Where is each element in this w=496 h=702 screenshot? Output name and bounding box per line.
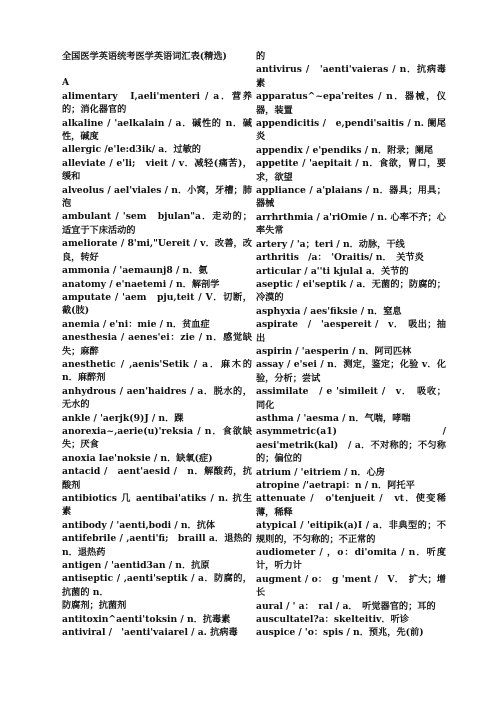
glossary-entry: antifebrile / ,aenti'fi; braill a．退热的 n．退热药 bbox=[62, 533, 252, 558]
glossary-entry: arrhrthmia / a'riOmie / n. 心率不齐；心率失常 bbox=[256, 211, 446, 237]
glossary-entry: ankle / 'aerjk(9)J / n．踝 bbox=[62, 412, 184, 424]
glossary-entry: assay / e'sei / n．测定，鉴定；化验 v．化验，分析；尝试 bbox=[256, 359, 446, 384]
glossary-entry: apparatus^~epa'reites / n．器械，仪器，装置 bbox=[256, 91, 446, 116]
left-column bbox=[62, 50, 252, 639]
glossary-entry: appliance / a'plaians / n．器具；用具；器械 bbox=[256, 185, 446, 210]
glossary-entry: 的 bbox=[256, 51, 266, 62]
glossary-entry: appetite / 'aepitait / n．食欲，胃口，要求，欲望 bbox=[256, 158, 446, 183]
glossary-entry: alleviate / e'li; vieit / v．减轻(痛苦)，缓和 bbox=[62, 157, 252, 183]
glossary-entry: alkaline / 'aelkalain / a．碱性的 n．碱性，碱度 bbox=[62, 117, 252, 143]
glossary-entry: auspice / 'o：spis / n．预兆，先(前) bbox=[256, 627, 424, 639]
right-column bbox=[256, 50, 456, 640]
glossary-entry: atropine /'aetrapi：n / n．阿托平 bbox=[256, 480, 415, 491]
glossary-entry: assimilate / e 'simileit / v． 吸收；同化 bbox=[256, 386, 446, 411]
glossary-entry: anemia / e'ni：mie / n．贫血症 bbox=[62, 318, 210, 330]
glossary-entry: anatomy / e'naetemi / n．解剖学 bbox=[62, 278, 220, 290]
glossary-entry: amputate / 'aem pju,teit / V．切断，截(肢) bbox=[62, 291, 252, 317]
glossary-entry: atypical / 'eitipik(a)I / a．非典型的；不规则的，不匀称的；不正常的 bbox=[256, 520, 446, 545]
glossary-entry: alveolus / ael'viales / n．小窝，牙槽；肺泡 bbox=[62, 184, 252, 210]
glossary-entry: anesthesia / aenes'ei：zie / n．感觉缺失；麻醉 bbox=[62, 332, 252, 357]
glossary-entry: antivirus / 'aenti'vaieras / n．抗病毒素 bbox=[256, 64, 446, 89]
glossary-entry: antiseptic / ,aenti'septik / a．防腐的，抗菌的 n． bbox=[62, 573, 252, 598]
glossary-entry: articular / a''ti kjulal a．关节的 bbox=[256, 265, 409, 277]
glossary-entry: anhydrous / aen'haidres / a．脱水的，无水的 bbox=[62, 385, 252, 411]
glossary-entry: antacid / aent'aesid / n．解酸药，抗酸剂 bbox=[62, 466, 252, 491]
glossary-entry: artery / 'a；teri / n．动脉，干线 bbox=[256, 238, 405, 250]
glossary-entry: antitoxin^aenti'toksin / n．抗毒素 bbox=[62, 613, 231, 625]
glossary-entry: asymmetric(a1) / aesi'metrik(kal) / a．不对称的；不匀称的；偏位的 bbox=[256, 426, 456, 465]
glossary-entry: anesthetic / ,aenis'Setik / a．麻木的 n．麻醉剂 bbox=[62, 358, 252, 384]
glossary-entry: ammonia / 'aemaunj8 / n．氨 bbox=[62, 265, 208, 277]
glossary-entry: appendicitis / e,pendi'saitis / n. 阑尾炎 bbox=[256, 118, 446, 143]
glossary-entry: alimentary I,aeli'menteri / a．营养的；消化器官的 bbox=[62, 90, 252, 116]
glossary-entry: aspirin / 'aesperin / n．阿司匹林 bbox=[256, 345, 412, 357]
glossary-entry: asthma / 'aesma / n．气喘，哮喘 bbox=[256, 412, 411, 424]
glossary-entry: ameliorate / 8'mi,"Uereit / v．改善，改良，转好 bbox=[62, 238, 252, 263]
glossary-entry: auscultatel?a：skelteitiv．听诊 bbox=[256, 614, 409, 626]
glossary-entry: augment / o： g 'ment / V． 扩大；增长 bbox=[256, 573, 446, 599]
glossary-entry: anoxia lae'noksie / n．缺氧(症) bbox=[62, 452, 213, 464]
glossary-entry: aural / ' a： ral / a． 听觉器官的；耳的 bbox=[256, 600, 436, 612]
glossary-entry: antibody / 'aenti,bodi / n．抗体 bbox=[62, 519, 216, 531]
glossary-entry: aseptic / ei'septik / a．无菌的；防腐的；冷漠的 bbox=[256, 278, 446, 304]
document-title: 全国医学英语统考医学英语词汇表(精选) bbox=[62, 51, 227, 62]
glossary-entry: anorexia~,aerie(u)'reksia / n．食欲缺失；厌食 bbox=[62, 425, 252, 451]
glossary-entry: attenuate / o'tenjueit / vt．使变稀薄，稀释 bbox=[256, 493, 446, 518]
glossary-entry: audiometer / ，o：di'omita / n．听度计，听力计 bbox=[256, 547, 446, 572]
glossary-entry: antigen / 'aentid3an / n．抗原 bbox=[62, 560, 210, 572]
section-letter: A bbox=[62, 77, 70, 89]
glossary-entry: 防腐剂；抗菌剂 bbox=[62, 600, 127, 612]
glossary-entry: atrium / 'eitriem / n．心房 bbox=[256, 466, 385, 478]
glossary-entry: allergic /e'le:d3ik/ a．过敏的 bbox=[62, 144, 201, 156]
glossary-entry: antibiotics 几 aentibai'atiks / n. 抗生素 bbox=[62, 493, 252, 518]
glossary-entry: arthritis /a： 'Oraitis/ n． 关节炎 bbox=[256, 252, 424, 264]
glossary-entry: asphyxia / aes'fiksie / n．窒息 bbox=[256, 305, 402, 317]
glossary-entry: appendix / e'pendiks / n．附录；阑尾 bbox=[256, 144, 434, 156]
glossary-entry: aspirate / 'aespereit / v． 吸出；抽出 bbox=[256, 319, 446, 344]
glossary-entry: antiviral / 'aenti'vaiarel / a. 抗病毒 bbox=[62, 627, 238, 639]
glossary-entry: ambulant / 'sem bjulan"a．走动的；适宜于下床活动的 bbox=[62, 211, 252, 236]
